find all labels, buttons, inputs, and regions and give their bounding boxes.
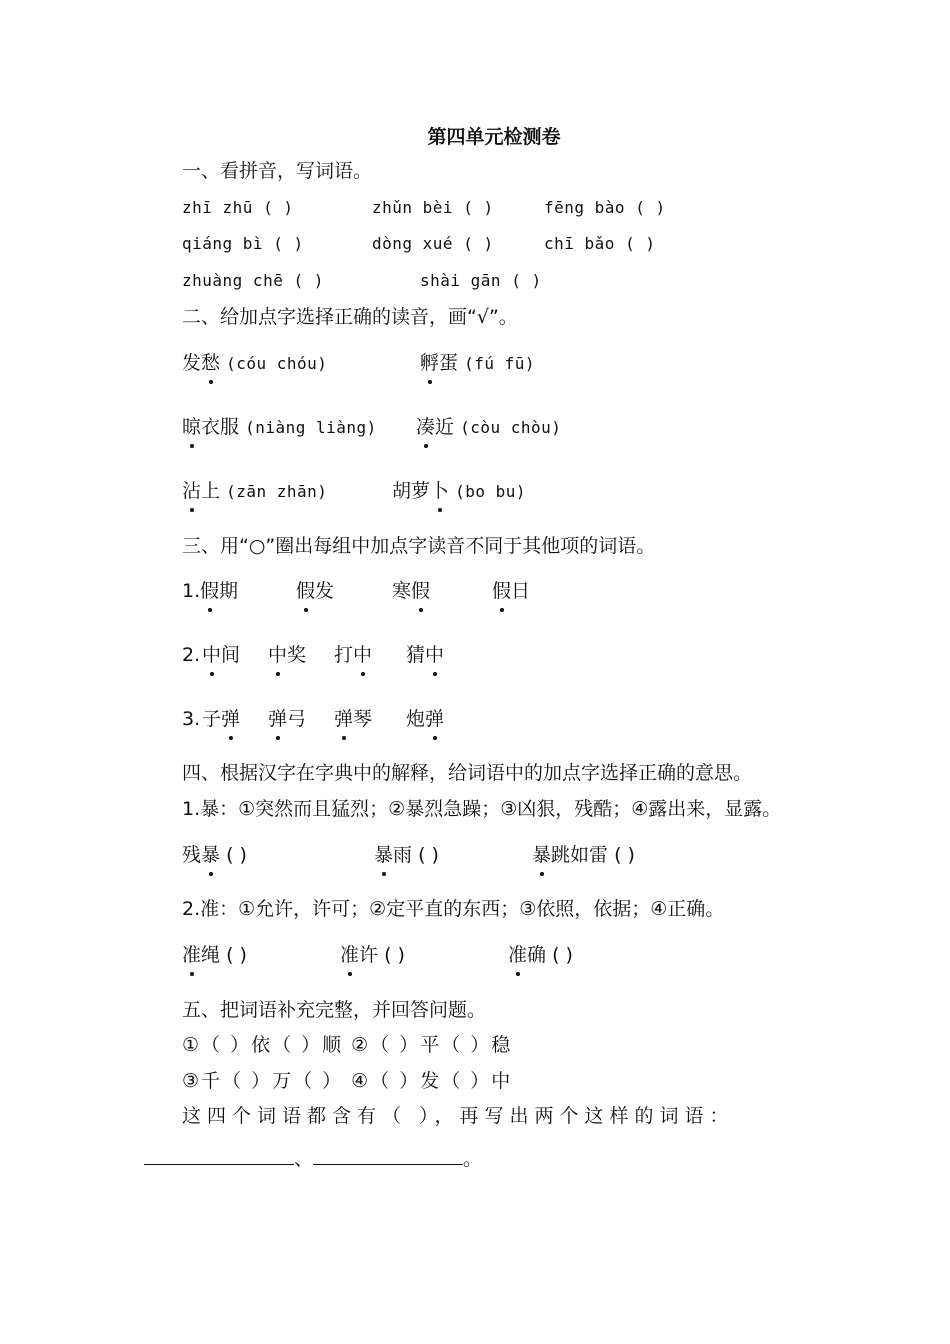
reading-item [416,414,561,441]
pinyin-options: (fú fū) [464,354,536,373]
meaning-item [374,842,532,868]
dotted-char: 弹 [268,708,288,730]
pinyin-item: qiáng bì ( ) [182,234,304,253]
reading-item [182,350,420,377]
meaning-row-1 [182,842,635,868]
dotted-char: 假 [200,580,220,602]
pinyin-row-2 [182,231,655,257]
dotted-char: 准 [182,944,202,966]
group-word [268,706,334,732]
answer-lines [144,1146,482,1172]
pinyin-options: (còu chòu) [460,418,562,437]
word-part: 跳如雷 [551,844,609,866]
idiom-row-2: ③千（ ）万（ ） ④（ ）发（ ）中 [182,1070,513,1092]
answer-blank: ( ) [614,844,635,866]
answer-blank: ( ) [384,944,405,966]
dotted-char: 弹 [425,708,445,730]
dotted-char: 弹 [334,708,354,730]
reading-row-3 [182,478,526,505]
group-number: 2. [182,644,201,666]
word-part: 确 [527,944,547,966]
reading-item [392,478,526,505]
dotted-char: 中 [268,644,288,666]
word-part: 残 [182,844,202,866]
pinyin-options: (bo bu) [455,482,527,501]
word-part: 许 [359,944,379,966]
word-part: 上 [201,480,221,502]
dotted-char: 孵 [420,352,440,374]
dotted-char: 愁 [201,352,221,374]
dotted-char: 中 [425,644,445,666]
dotted-char: 凑 [416,416,436,438]
dotted-char: 中 [353,644,373,666]
word-part: 猜 [406,644,426,666]
word-part: 弓 [287,708,307,730]
group-word [492,578,530,604]
reading-item [182,478,392,505]
group-word [406,706,444,732]
group-word [334,706,406,732]
dotted-char: 准 [340,944,360,966]
dotted-char: 假 [492,580,512,602]
word-part: 胡萝 [392,480,431,502]
idiom-row-1: ①（ ）依（ ）顺 ②（ ）平（ ）稳 [182,1034,513,1056]
meaning-item [340,942,508,968]
group-number: 1. [182,580,201,602]
reading-item [182,414,416,441]
word-part: 绳 [201,944,221,966]
separator: 、 [294,1148,314,1170]
pinyin-row-3 [182,268,542,294]
word-part: 琴 [353,708,373,730]
pinyin-item: zhuàng chē ( ) [182,271,324,290]
pinyin-options: (cóu chóu) [226,354,328,373]
group-word [406,642,444,668]
answer-blank: ( ) [226,944,247,966]
word-part: 炮 [406,708,426,730]
dotted-char: 暴 [532,844,552,866]
reading-row-1 [182,350,535,377]
pinyin-item: zhǔn bèi ( ) [372,198,494,217]
group-number: 3. [182,708,201,730]
word-part: 寒 [392,580,412,602]
group-row-1 [182,578,530,604]
word-part: 期 [219,580,239,602]
dotted-char: 卜 [430,480,450,502]
reading-item [420,350,535,377]
dotted-char: 暴 [374,844,394,866]
dotted-char: 中 [202,644,222,666]
group-row-2 [182,642,444,668]
word-part: 子 [202,708,222,730]
page-title: 第四单元检测卷 [427,126,561,148]
meaning-item [182,842,374,868]
group-word [200,578,296,604]
pinyin-item: fēng bào ( ) [544,198,666,217]
dotted-char: 晾 [182,416,202,438]
word-part: 雨 [393,844,413,866]
dotted-char: 沾 [182,480,202,502]
group-word [296,578,392,604]
group-word [202,642,268,668]
definition-bao: 1.暴：①突然而且猛烈；②暴烈急躁；③凶狠，残酷；④露出来，显露。 [182,798,782,820]
word-part: 间 [221,644,241,666]
pinyin-item: dòng xué ( ) [372,234,494,253]
pinyin-options: (zān zhān) [226,482,328,501]
answer-blank: ( ) [418,844,439,866]
word-part: 日 [511,580,531,602]
answer-blank: ( ) [226,844,247,866]
section1-heading: 一、看拼音，写词语。 [182,160,373,182]
dotted-char: 假 [296,580,316,602]
section4-heading: 四、根据汉字在字典中的解释，给词语中的加点字选择正确的意思。 [182,762,753,784]
section5-heading: 五、把词语补充完整，并回答问题。 [182,999,487,1021]
word-part: 发 [315,580,335,602]
section3-heading: 三、用“○”圈出每组中加点字读音不同于其他项的词语。 [182,535,656,557]
definition-zhun: 2.准：①允许，许可；②定平直的东西；③依照，依据；④正确。 [182,898,725,920]
meaning-item [182,942,340,968]
end-mark: 。 [463,1148,483,1170]
word-part: 衣服 [201,416,240,438]
pinyin-item: zhī zhū ( ) [182,198,294,217]
word-part: 发 [182,352,202,374]
group-word [392,578,492,604]
meaning-row-2 [182,942,573,968]
reading-row-2 [182,414,561,441]
answer-line-2[interactable] [313,1146,463,1165]
pinyin-item: shài gān ( ) [420,271,542,290]
answer-blank: ( ) [552,944,573,966]
pinyin-options: (niàng liàng) [245,418,377,437]
group-word [268,642,334,668]
word-part: 打 [334,644,354,666]
section2-heading: 二、给加点字选择正确的读音，画“√”。 [182,306,518,328]
group-row-3 [182,706,444,732]
word-part: 奖 [287,644,307,666]
word-part: 近 [435,416,455,438]
group-word [202,706,268,732]
pinyin-item: chī bǎo ( ) [544,234,656,253]
dotted-char: 假 [411,580,431,602]
dotted-char: 暴 [201,844,221,866]
dotted-char: 弹 [221,708,241,730]
pinyin-row-1 [182,195,666,221]
meaning-item [508,942,573,968]
word-part: 蛋 [439,352,459,374]
group-word [334,642,406,668]
answer-line-1[interactable] [144,1146,294,1165]
meaning-item [532,842,635,868]
dotted-char: 准 [508,944,528,966]
question-text: 这四个词语都含有（ ），再写出两个这样的词语： [182,1105,735,1127]
